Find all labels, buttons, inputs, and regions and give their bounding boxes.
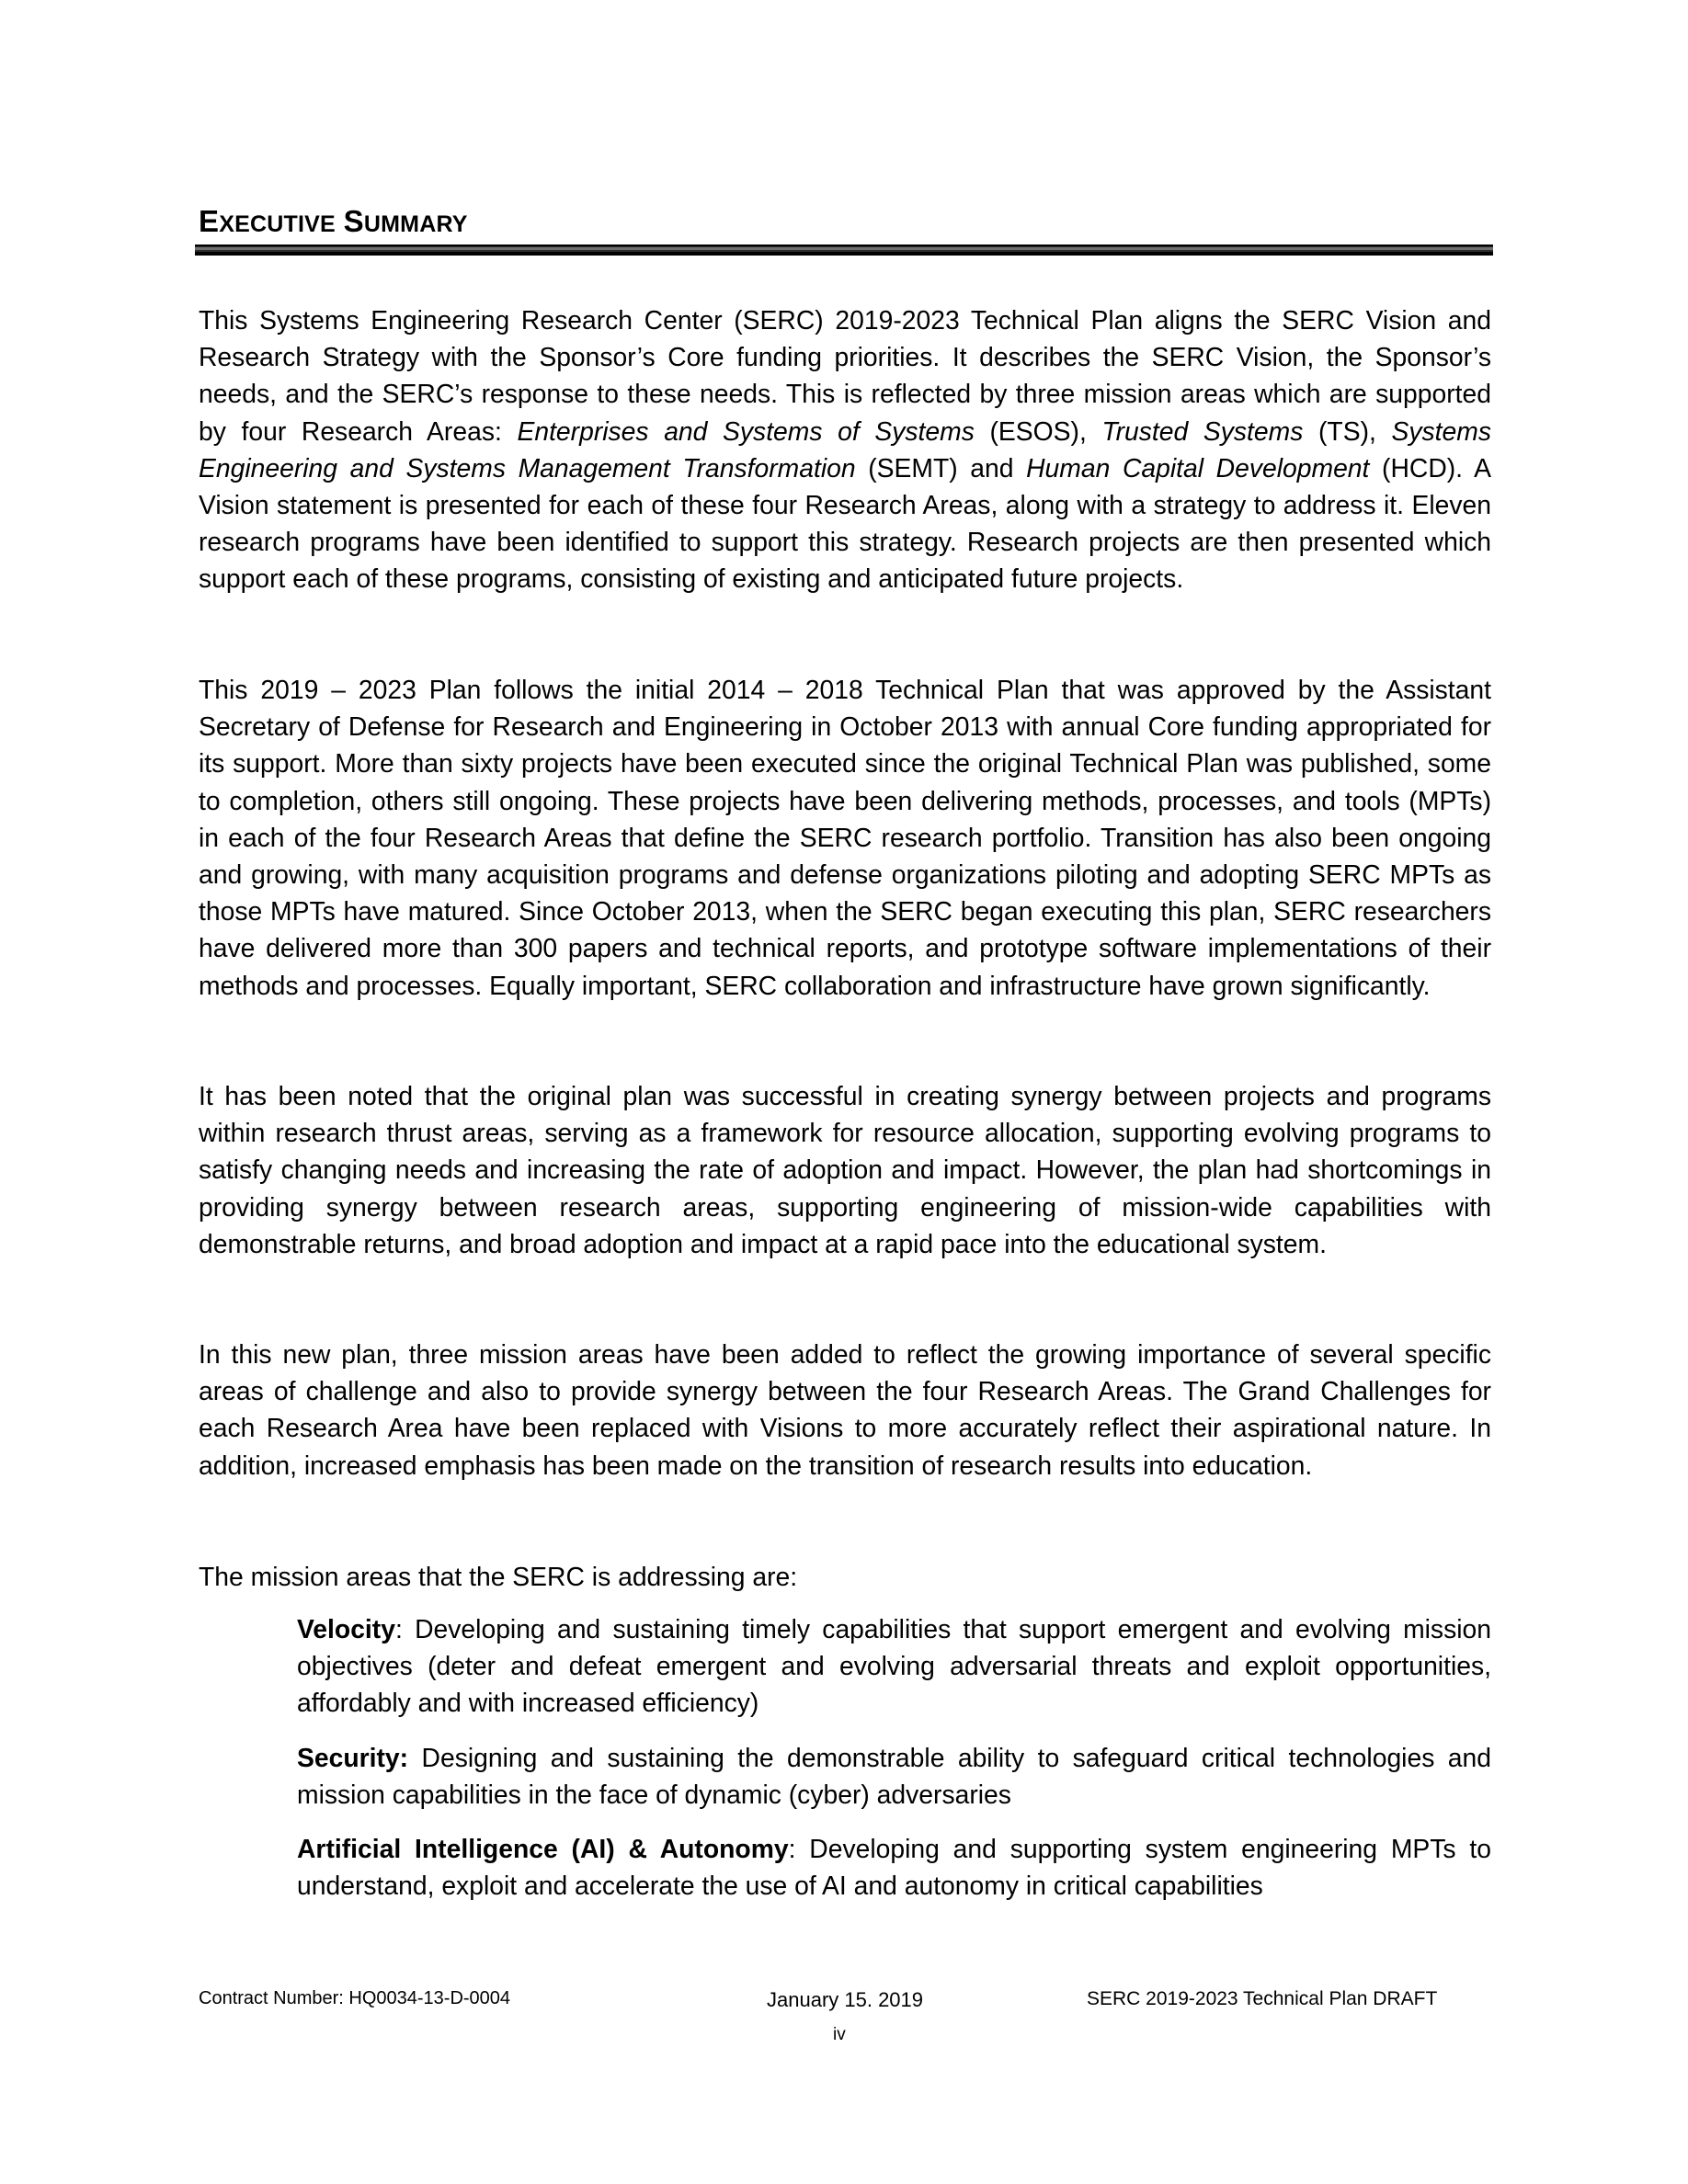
mission-label: Velocity: [297, 1614, 395, 1644]
mission-label: Security:: [297, 1743, 409, 1772]
research-area-semt: Systems Engineering and Systems Management Transformation: [199, 415, 1491, 483]
paragraph-history: This 2019 – 2023 Plan follows the initial 2014 – 2018 Technical Plan that was approved by the Assistant Secretary of Defense for Research and Engineering in October 2013 with annual Core funding appropriated for its support. More than sixty projects have been executed since the original Technical Plan was published, some to completion, others still ongoing. These projects have been delivering methods, processes, and tools (MPTs) in each of the four Research Areas that define the SERC research portfolio. Transition has also been ongoing and growing, with many acquisition programs and defense organizations piloting and adopting SERC MPTs as those MPTs have matured. Since October 2013, when the SERC began executing this plan, SERC researchers have delivered more than 300 papers and technical reports, and prototype software implementations of their methods and processes. Equally important, SERC collaboration and infrastructure have grown significantly.: [199, 675, 1491, 1000]
paragraph-text: (HCD). A Vision statement is presented for each of these four Research Areas, along with a strategy to address it. Eleven research programs have been identified to support this strategy. Research projects are then presented which support each of these programs, consisting of existing and anticipated future projects.: [199, 452, 1491, 594]
mission-separator: :: [788, 1834, 810, 1863]
heading-rest-2: UMMARY: [363, 211, 468, 237]
footer-date: January 15. 2019: [767, 1988, 924, 2011]
heading-rest-1: XECUTIVE: [219, 211, 336, 237]
heading-initial-2: S: [343, 204, 364, 238]
footer-document-title: SERC 2019-2023 Technical Plan DRAFT: [1087, 1988, 1438, 2009]
research-area-ts: Trusted Systems: [1101, 415, 1304, 446]
page-number: iv: [833, 2025, 846, 2044]
paragraph-text: This Systems Engineering Research Center (SERC) 2019-2023 Technical Plan aligns the SERC Vision and Research Strategy with the Sponsor’s Core funding priorities. It describes the SERC Vision, the Sponsor’s needs, and the SERC’s response to these needs. This is reflected by three mission areas which are supported by four Research Areas:: [199, 305, 1491, 446]
heading-divider: [195, 245, 1493, 256]
mission-separator: [408, 1743, 421, 1772]
mission-text: Developing and supporting system engineering MPTs to understand, exploit and accelerate the use of AI and autonomy in critical capabilities: [297, 1834, 1491, 1901]
paragraph-missions-intro: The mission areas that the SERC is addressing are:: [199, 1562, 798, 1591]
mission-separator: :: [394, 1614, 416, 1644]
paragraph-text: (ESOS),: [974, 415, 1102, 446]
mission-item-security: [297, 1739, 1491, 1813]
paragraph-text: (SEMT) and: [855, 452, 1027, 483]
paragraph-intro: [199, 301, 1491, 597]
mission-item-velocity: [297, 1610, 1491, 1722]
mission-text: Developing and sustaining timely capabilities that support emergent and evolving mission objectives (deter and defeat emergent and evolving adversarial threats and exploit opportunities, affordably and with increased efficiency): [297, 1614, 1491, 1718]
paragraph-assessment: It has been noted that the original plan was successful in creating synergy between projects and programs within research thrust areas, serving as a framework for resource allocation, supporting evolving programs to satisfy changing needs and increasing the rate of adoption and impact. However, the plan had shortcomings in providing synergy between research areas, supporting engineering of mission-wide capabilities with demonstrable returns, and broad adoption and impact at a rapid pace into the educational system.: [199, 1081, 1491, 1258]
footer-contract-number: Contract Number: HQ0034-13-D-0004: [199, 1988, 511, 2008]
research-area-hcd: Human Capital Development: [1026, 452, 1370, 483]
mission-text: Designing and sustaining the demonstrable ability to safeguard critical technologies and mission capabilities in the face of dynamic (cyber) adversaries: [297, 1743, 1491, 1810]
section-heading: [199, 204, 468, 239]
research-area-esos: Enterprises and Systems of Systems: [517, 415, 975, 446]
paragraph-new-plan: In this new plan, three mission areas have been added to reflect the growing importance of several specific areas of challenge and also to provide synergy between the four Research Areas. The Grand Challenges for each Research Area have been replaced with Visions to more accurately reflect their aspirational nature. In addition, increased emphasis has been made on the transition of research results into education.: [199, 1339, 1491, 1480]
mission-label: Artificial Intelligence (AI) & Autonomy: [297, 1834, 789, 1863]
heading-initial-1: E: [199, 204, 220, 238]
paragraph-text: (TS),: [1303, 415, 1392, 446]
mission-item-ai-autonomy: [297, 1830, 1491, 1904]
